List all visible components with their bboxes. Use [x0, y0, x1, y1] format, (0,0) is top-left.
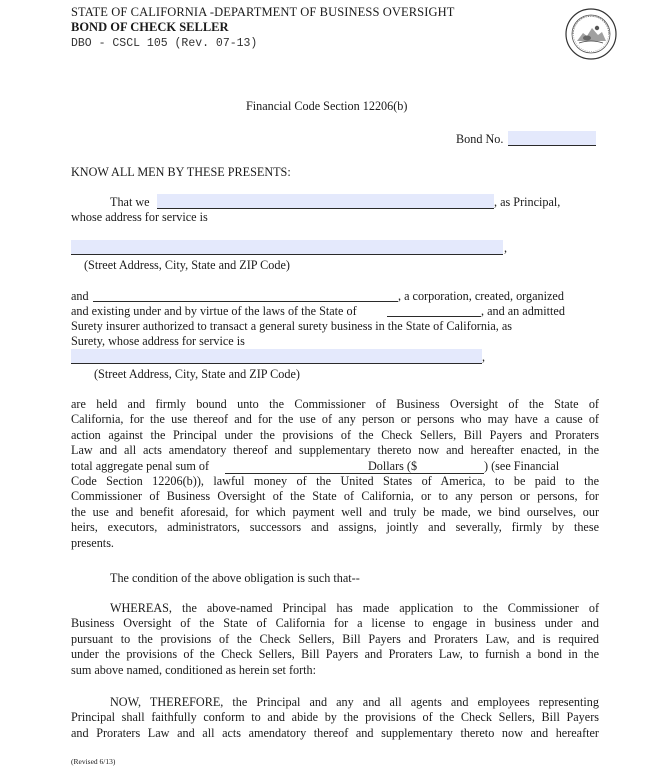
now-therefore-line-2: Principal shall faithfully conform to and abide by the provisions of the Check Sellers, Bill Payers	[71, 710, 599, 725]
held-line-10: presents.	[71, 535, 114, 550]
admitted-label: , and an admitted	[481, 304, 565, 318]
know-all-heading: KNOW ALL MEN BY THESE PRESENTS:	[71, 165, 291, 179]
form-title: BOND OF CHECK SELLER	[71, 20, 229, 34]
as-principal-label: , as Principal,	[494, 195, 561, 209]
whereas-line-5: sum above named, conditioned as herein set forth:	[71, 662, 317, 677]
held-line-1: are held and firmly bound unto the Commissioner of Business Oversight of the State of	[71, 397, 599, 411]
bond-no-label: Bond No.	[456, 132, 504, 146]
agency-title: STATE OF CALIFORNIA -DEPARTMENT OF BUSINESS OVERSIGHT	[71, 5, 455, 19]
state-seal-icon	[565, 8, 617, 60]
penal-sum-amount-field[interactable]	[428, 459, 484, 474]
surety-address-field[interactable]	[71, 349, 482, 364]
penal-sum-label: total aggregate penal sum of	[71, 458, 210, 473]
and-label: and	[71, 289, 89, 303]
state-of-label: and existing under and by virtue of the laws of the State of	[71, 304, 357, 318]
held-line-6: Code Section 12206(b)), lawful money of the United States of America, to be paid to the	[71, 474, 599, 489]
principal-address-field[interactable]	[71, 240, 503, 255]
principal-address-caption: (Street Address, City, State and ZIP Code)	[84, 258, 290, 272]
whereas-line-2: Business Oversight of the State of California for a license to engage in business under and	[71, 616, 599, 631]
whereas-paragraph	[71, 601, 599, 678]
surety-state-field[interactable]	[387, 302, 481, 317]
see-financial-label: ) (see Financial	[484, 458, 560, 473]
held-line-7: Commissioner of Business Oversight of the State of California, or to any person or persons, for	[71, 489, 599, 504]
held-line-3: action against the Principal under the provisions of the Check Sellers, Bill Payers and Proraters	[71, 427, 599, 442]
now-therefore-line-1: NOW, THEREFORE, the Principal and any and all agents and employees representing	[110, 695, 599, 709]
now-therefore-paragraph	[71, 695, 599, 741]
surety-address-label: Surety, whose address for service is	[71, 334, 245, 348]
that-we-label: That we	[110, 195, 150, 209]
principal-name-field[interactable]	[157, 194, 494, 209]
corporation-label: , a corporation, created, organized	[398, 289, 564, 303]
dollars-label: Dollars ($	[368, 458, 418, 473]
whereas-line-4: under the provisions of the Check Sellers, Bill Payers and Proraters Law, to furnish a bond in the	[71, 647, 599, 662]
surety-name-field[interactable]	[93, 287, 398, 302]
code-section: Financial Code Section 12206(b)	[246, 99, 408, 113]
now-therefore-line-3: and Proraters Law and all acts amendatory thereof and supplementary thereto now and hereafter	[71, 725, 599, 740]
held-line-5	[71, 459, 599, 474]
principal-address-label: whose address for service is	[71, 210, 208, 224]
held-line-8: the use and benefit aforesaid, for which payment well and truly be made, we bind ourselves, our	[71, 504, 599, 519]
revised-footer: (Revised 6/13)	[71, 757, 116, 766]
held-paragraph	[71, 397, 599, 551]
bond-no-field[interactable]	[508, 131, 596, 146]
form-number: DBO - CSCL 105 (Rev. 07-13)	[71, 37, 258, 50]
principal-address-comma: ,	[504, 241, 508, 255]
whereas-line-1: WHEREAS, the above-named Principal has made application to the Commissioner of	[110, 601, 599, 615]
held-line-4: Law and all acts amendatory thereof and supplementary thereto now and hereafter enacted, in the	[71, 443, 599, 458]
whereas-line-3: pursuant to the provisions of the Check Sellers, Bill Payers and Proraters Law, and is required	[71, 631, 599, 646]
condition-text: The condition of the above obligation is such that--	[110, 571, 360, 585]
surety-insurer-text: Surety insurer authorized to transact a general surety business in the State of California, as	[71, 319, 512, 333]
surety-address-caption: (Street Address, City, State and ZIP Code)	[94, 367, 300, 381]
surety-address-comma: ,	[482, 350, 486, 364]
held-line-2: California, for the use thereof and for the use of any person or persons who may have a cause of	[71, 412, 599, 427]
held-line-9: heirs, executors, administrators, successors and assigns, jointly and severally, firmly by these	[71, 520, 599, 535]
